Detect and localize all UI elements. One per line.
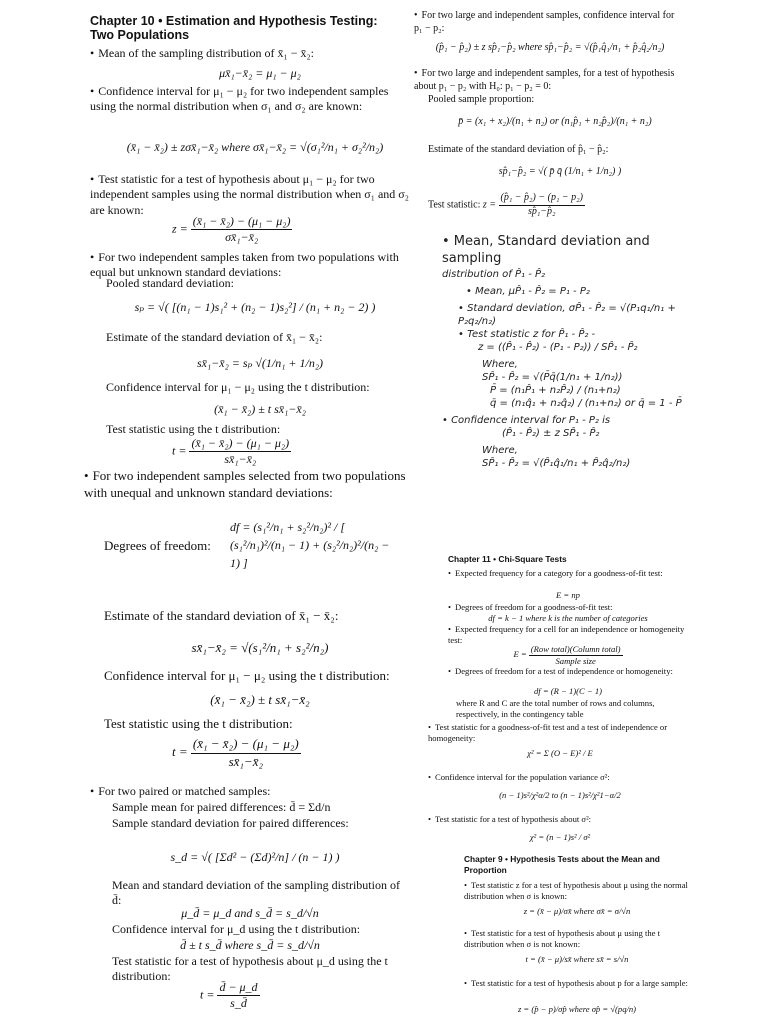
ch11-df-indep-note: where R and C are the total number of rows and columns, respectively, in the contingency table xyxy=(456,698,655,719)
equal-var-text: • For two independent samples taken from two populations with equal but unknown standard deviations: xyxy=(90,250,410,281)
note-line-13: Where, xyxy=(482,444,518,456)
prop-test-text: • For two large and independent samples, for a test of hypothesis about p₁ − p₂ with H₀: p₁ − p₂ = 0: xyxy=(414,68,684,93)
paired-mean: Sample mean for paired differences: d̄ = Σd/n xyxy=(112,800,331,814)
est-sd2-formula: sx̄₁−x̄₂ = √(s₁²/n₁ + s₂²/n₂) xyxy=(191,640,329,655)
note-line-6: z = ((P̂₁ - P̂₂) - (P₁ - P₂)) / SP̂₁ - P̂₂ xyxy=(478,341,638,353)
paired-dist-label: Mean and standard deviation of the sampling distribution of d̄: xyxy=(112,878,400,908)
ch11-ts-var: • Test statistic for a test of hypothesis about σ²: xyxy=(428,814,690,825)
unequal-var-text: • For two independent samples selected from two populations with unequal and unknown standard deviations: xyxy=(84,468,414,501)
note-line-8: SP̂₁ - P̂₂ = √(P̄q̄(1/n₁ + 1/n₂)) xyxy=(482,371,623,383)
chapter-10-title: Chapter 10 • Estimation and Hypothesis Testing: Two Populations xyxy=(90,14,378,43)
ch9-p-formula: z = (p̂ − p)/σp̂ where σp̂ = √(pq/n) xyxy=(517,1004,637,1014)
est-sd-label: Estimate of the standard deviation of x̄₁ − x̄₂: xyxy=(106,330,323,344)
ts-known-text: • Test statistic for a test of hypothesis about μ₁ − μ₂ for two independent samples using the normal distribution when σ₁ and σ₂ are known: xyxy=(90,172,410,218)
ts-t-label: Test statistic using the t distribution: xyxy=(106,422,281,436)
ch11-ts-gof: • Test statistic for a goodness-of-fit test and a test of independence or homogeneity: xyxy=(428,722,690,743)
note-line-3: • Mean, μP̂₁ - P̂₂ = P₁ - P₂ xyxy=(466,285,590,297)
ch11-ci-var-formula: (n − 1)s²/χ²α/2 to (n − 1)s²/χ²1−α/2 xyxy=(499,790,621,800)
ch11-df-indep: • Degrees of freedom for a test of independence or homogeneity: xyxy=(448,666,688,677)
ci-t2-formula: (x̄₁ − x̄₂) ± t sx̄₁−x̄₂ xyxy=(210,692,310,707)
ci-t-formula: (x̄₁ − x̄₂) ± t sx̄₁−x̄₂ xyxy=(214,402,306,416)
prop-pooled-label: Pooled sample proportion: xyxy=(428,94,535,105)
ch9-t-formula: t = (x̄ − μ)/sx̄ where sx̄ = s/√n xyxy=(525,954,629,964)
note-line-4: • Standard deviation, σP̂₁ - P̂₂ = √(P₁q₁/n₁ + P₂q₂/n₂) xyxy=(458,302,676,327)
ch11-ts-var-formula: χ² = (n − 1)s² / σ² xyxy=(529,832,591,842)
ch11-expected-freq: • Expected frequency for a category for a goodness-of-fit test: xyxy=(448,568,688,579)
note-line-12: (P̂₁ - P̂₂) ± z SP̂₁ - P̂₂ xyxy=(502,427,600,439)
paired-ci-formula: d̄ ± t s_d̄ where s_d̄ = s_d/√n xyxy=(180,938,320,952)
note-line-11: • Confidence interval for P₁ - P₂ is xyxy=(442,414,611,426)
paired-text: • For two paired or matched samples: xyxy=(90,784,410,799)
ch11-ci-var: • Confidence interval for the population variance σ²: xyxy=(428,772,690,783)
ts-t-formula: t = $\frac{\text{(x̄₁ − x̄₂) − (μ₁ − μ₂)}}{\text{sx̄₁−x̄₂}}$ xyxy=(172,436,290,467)
chapter-11-title: Chapter 11 • Chi-Square Tests xyxy=(448,554,567,564)
prop-ci-text: • For two large and independent samples, confidence interval for p₁ − p₂: xyxy=(414,10,684,35)
est-sd-formula: sx̄₁−x̄₂ = sₚ √(1/n₁ + 1/n₂) xyxy=(196,356,324,370)
paired-ci-label: Confidence interval for μ_d using the t distribution: xyxy=(112,922,361,936)
ch9-z-formula: z = (x̄ − μ)/σx̄ where σx̄ = σ/√n xyxy=(523,906,631,916)
ch11-expected-cell: • Expected frequency for a cell for an independence or homogeneity test: xyxy=(448,624,688,645)
note-line-2: distribution of P̂₁ - P̂₂ xyxy=(442,268,546,280)
ch9-t-text: • Test statistic for a test of hypothesis about μ using the t distribution when σ is not known: xyxy=(464,928,690,949)
prop-ts-label: Test statistic: z = $\frac{\text{(p̂₁ − p̂₂) − (p₁ − p₂)}}{\text{sp̂₁−p̂₂}}$ xyxy=(428,192,583,217)
note-line-1: • Mean, Standard deviation and sampling xyxy=(442,234,650,266)
note-line-14: SP̂₁ - P̂₂ = √(P̂₁q̂₁/n₁ + P̂₂q̂₂/n₂) xyxy=(482,457,631,469)
ch11-df-indep-formula: df = (R − 1)(C − 1) xyxy=(534,686,602,696)
df-label: Degrees of freedom: xyxy=(104,538,211,553)
note-line-5: • Test statistic z for P̂₁ - P̂₂ - xyxy=(458,328,596,340)
ci-known-text: • Confidence interval for μ₁ − μ₂ for two independent samples using the normal distribution when σ₁ and σ₂ are known: xyxy=(90,84,410,115)
mean-sampling-text: • Mean of the sampling distribution of x̄₁ − x̄₂: xyxy=(90,46,410,61)
ts-t2-formula: t = $\frac{\text{(x̄₁ − x̄₂) − (μ₁ − μ₂)}}{\text{sx̄₁−x̄₂}}$ xyxy=(172,736,299,769)
handwritten-notes xyxy=(442,234,692,470)
chapter-9-title: Chapter 9 • Hypothesis Tests about the Mean and Proportion xyxy=(464,854,660,875)
prop-ci-formula: (p̂₁ − p̂₂) ± z sp̂₁−p̂₂ where sp̂₁−p̂₂ = √(p̂₁q̂₁/n₁ + p̂₂q̂₂/n₂) xyxy=(435,42,665,53)
ch11-expected-cell-formula: E = (Row total)(Column total) Sample size xyxy=(513,644,621,666)
ci-t2-label: Confidence interval for μ₁ − μ₂ using the t distribution: xyxy=(104,668,390,683)
ts-known-formula: z = $\frac{\text{(x̄₁ − x̄₂) − (μ₁ − μ₂)}}{\text{σx̄₁−x̄₂}}$ xyxy=(172,214,291,245)
est-sd2-label: Estimate of the standard deviation of x̄₁ − x̄₂: xyxy=(104,608,339,623)
ch11-df-gof-formula: df = k − 1 where k is the number of categories xyxy=(488,613,648,623)
note-line-10: q̄ = (n₁q̂₁ + n₂q̂₂) / (n₁+n₂) or q̄ = 1 - P̄ xyxy=(490,397,682,409)
ci-known-formula: (x̄₁ − x̄₂) ± zσx̄₁−x̄₂ where σx̄₁−x̄₂ = √(σ₁²/n₁ + σ₂²/n₂) xyxy=(126,140,384,154)
paired-ts-formula: t = $\frac{d̄ - \mu\_d}{s\_d̄}$ xyxy=(200,980,258,1011)
ch11-df-gof: • Degrees of freedom for a goodness-of-fit test: xyxy=(448,602,688,613)
ch11-ts-gof-formula: χ² = Σ (O − E)² / E xyxy=(527,748,593,758)
note-line-9: P̄ = (n₁P̂₁ + n₂P̂₂) / (n₁+n₂) xyxy=(490,384,621,396)
paired-sd-formula: s_d = √( [Σd² − (Σd)²/n] / (n − 1) ) xyxy=(170,850,340,864)
pooled-sd-formula: sₚ = √( [(n₁ − 1)s₁² + (n₂ − 1)s₂²] / (n₁ + n₂ − 2) ) xyxy=(134,300,376,314)
prop-pooled-formula: p̄ = (x₁ + x₂)/(n₁ + n₂) or (n₁p̂₁ + n₂p̂₂)/(n₁ + n₂) xyxy=(458,116,652,127)
paired-dist-formula: μ_d̄ = μ_d and s_d̄ = s_d/√n xyxy=(181,906,319,920)
ci-t-label: Confidence interval for μ₁ − μ₂ using the t distribution: xyxy=(106,380,370,394)
pooled-sd-label: Pooled standard deviation: xyxy=(106,276,234,290)
ch11-expected-freq-formula: E = np xyxy=(556,590,580,600)
note-line-7: Where, xyxy=(482,358,518,370)
paired-sd-label: Sample standard deviation for paired differences: xyxy=(112,816,349,830)
df-formula: df = (s₁²/n₁ + s₂²/n₂)² / [ (s₁²/n₁)²/(n₁ − 1) + (s₂²/n₂)²/(n₂ − 1) ] xyxy=(230,520,390,570)
prop-est-label: Estimate of the standard deviation of p̂₁ − p̂₂: xyxy=(428,144,609,155)
mean-sampling-formula: μx̄₁−x̄₂ = μ₁ − μ₂ xyxy=(219,66,301,80)
prop-est-formula: sp̂₁−p̂₂ = √( p̄ q̄ (1/n₁ + 1/n₂) ) xyxy=(498,166,622,177)
paired-ts-label: Test statistic for a test of hypothesis about μ_d using the t distribution: xyxy=(112,954,388,984)
ch9-z-text: • Test statistic z for a test of hypothesis about μ using the normal distribution when σ is known: xyxy=(464,880,690,901)
ts-t2-label: Test statistic using the t distribution: xyxy=(104,716,293,731)
ch9-p-text: • Test statistic for a test of hypothesis about p for a large sample: xyxy=(464,978,690,989)
